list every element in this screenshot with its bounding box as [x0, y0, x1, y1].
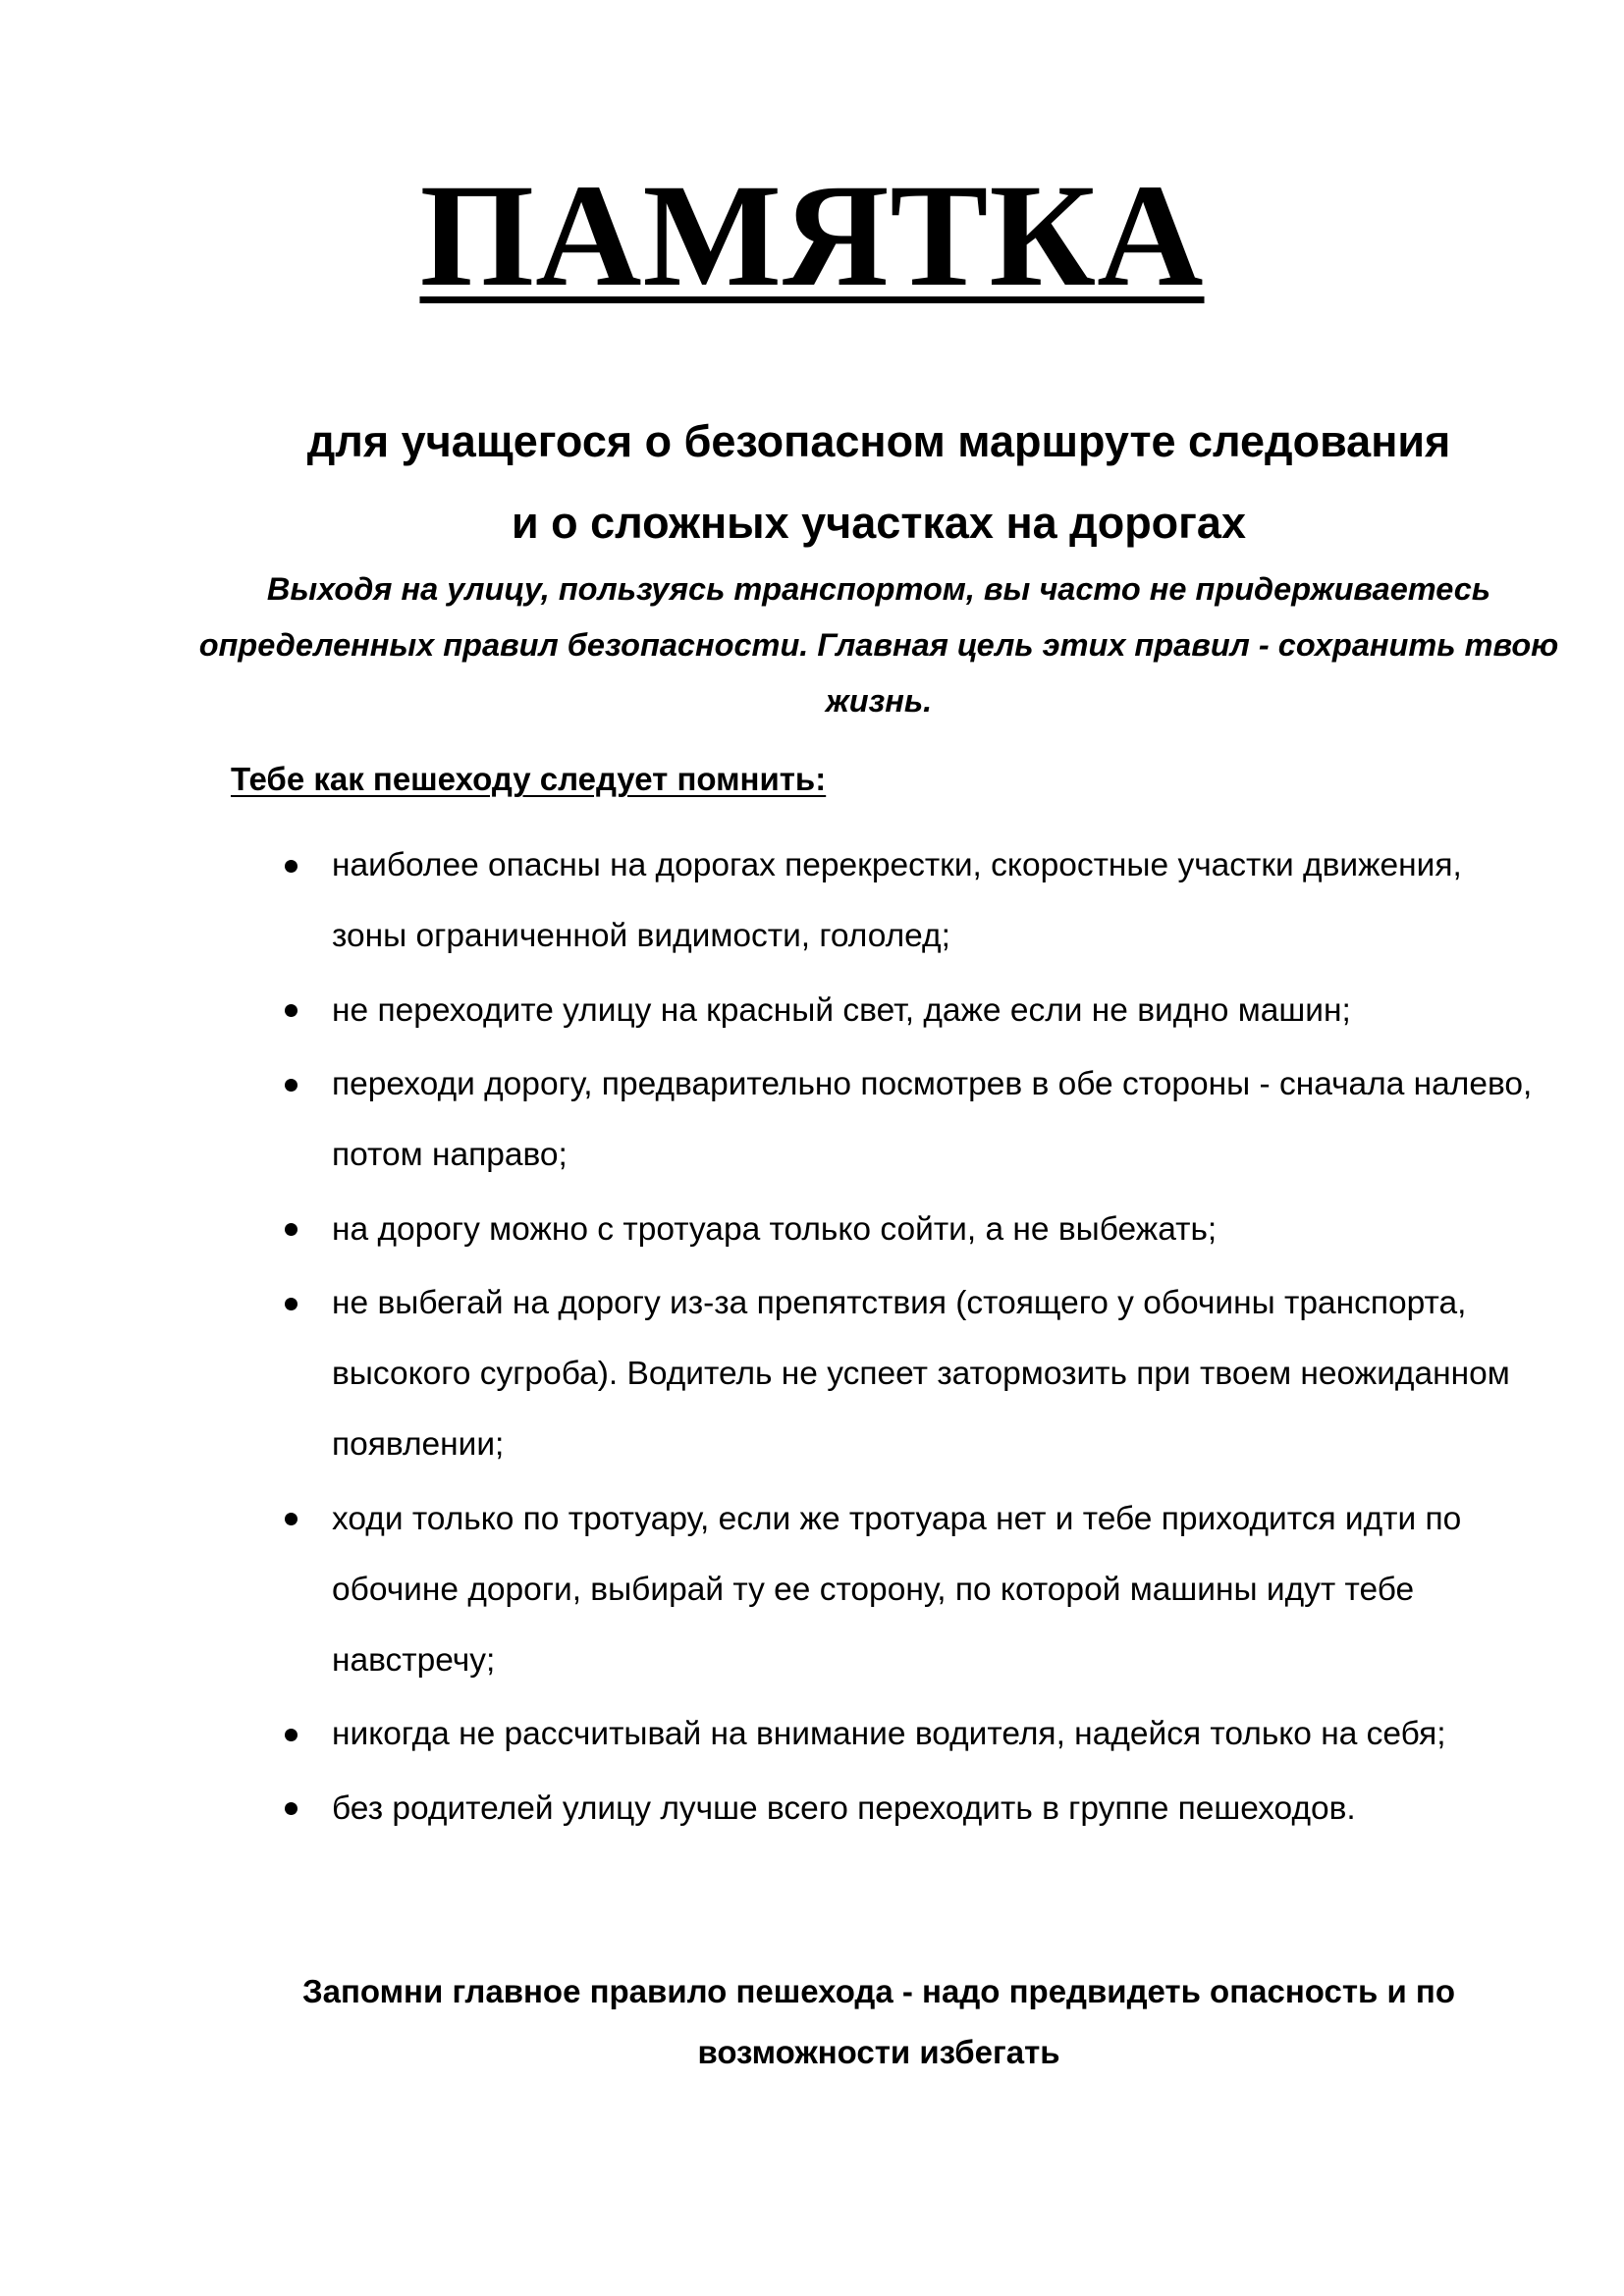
list-item [285, 1195, 1542, 1265]
list-item-text: без родителей улицу лучше всего переходить в группе пешеходов. [332, 1789, 1356, 1827]
list-item [285, 1484, 1542, 1696]
bullet-icon [285, 1268, 298, 1339]
section-heading: Тебе как пешеходу следует помнить: [231, 761, 827, 797]
list-item-text: наиболее опасны на дорогах перекрестки, скоростные участки движения, зоны ограниченной видимости, гололед; [332, 847, 1462, 954]
bullet-icon [285, 976, 298, 1046]
list-item [285, 1774, 1542, 1844]
list-item-text: ходи только по тротуару, если же тротуара нет и тебе приходится идти по обочине дороги, выбирай ту ее сторону, по которой машины идут тебе навстречу; [332, 1500, 1462, 1679]
rules-list [285, 830, 1542, 1847]
bullet-icon [285, 1774, 298, 1844]
subtitle-line-2: и о сложных участках на дорогах [512, 498, 1246, 548]
list-item-text: не выбегай на дорогу из-за препятствия (стоящего у обочины транспорта, высокого сугроба). Водитель не успеет затормозить при твоем неожиданном появлении; [332, 1285, 1510, 1463]
bullet-icon [285, 1049, 298, 1120]
bullet-icon [285, 1484, 298, 1555]
subtitle-line-1: для учащегося о безопасном маршруте следования [306, 416, 1451, 466]
closing-statement: Запомни главное правило пешехода - надо предвидеть опасность и по возможности избегать [301, 1973, 1456, 2070]
bullet-icon [285, 1195, 298, 1265]
list-item-text: на дорогу можно с тротуара только сойти, а не выбежать; [332, 1210, 1218, 1248]
list-item-text: никогда не рассчитывай на внимание водителя, надейся только на себя; [332, 1716, 1446, 1752]
list-item-text: не переходите улицу на красный свет, даже если не видно машин; [332, 991, 1351, 1029]
list-item [285, 830, 1542, 972]
intro-paragraph: Выходя на улицу, пользуясь транспортом, вы часто не придерживаетесь определенных правил безопасности. Главная цель этих правил - сохранить твою жизнь. [198, 571, 1559, 719]
list-item [285, 1049, 1542, 1191]
bullet-icon [285, 1699, 298, 1770]
bullet-icon [285, 830, 298, 901]
list-item [285, 1699, 1542, 1770]
list-item [285, 976, 1542, 1046]
list-item [285, 1268, 1542, 1480]
list-item-text: переходи дорогу, предварительно посмотрев в обе стороны - сначала налево, потом направо; [332, 1066, 1533, 1173]
page-title: ПАМЯТКА [419, 154, 1205, 317]
